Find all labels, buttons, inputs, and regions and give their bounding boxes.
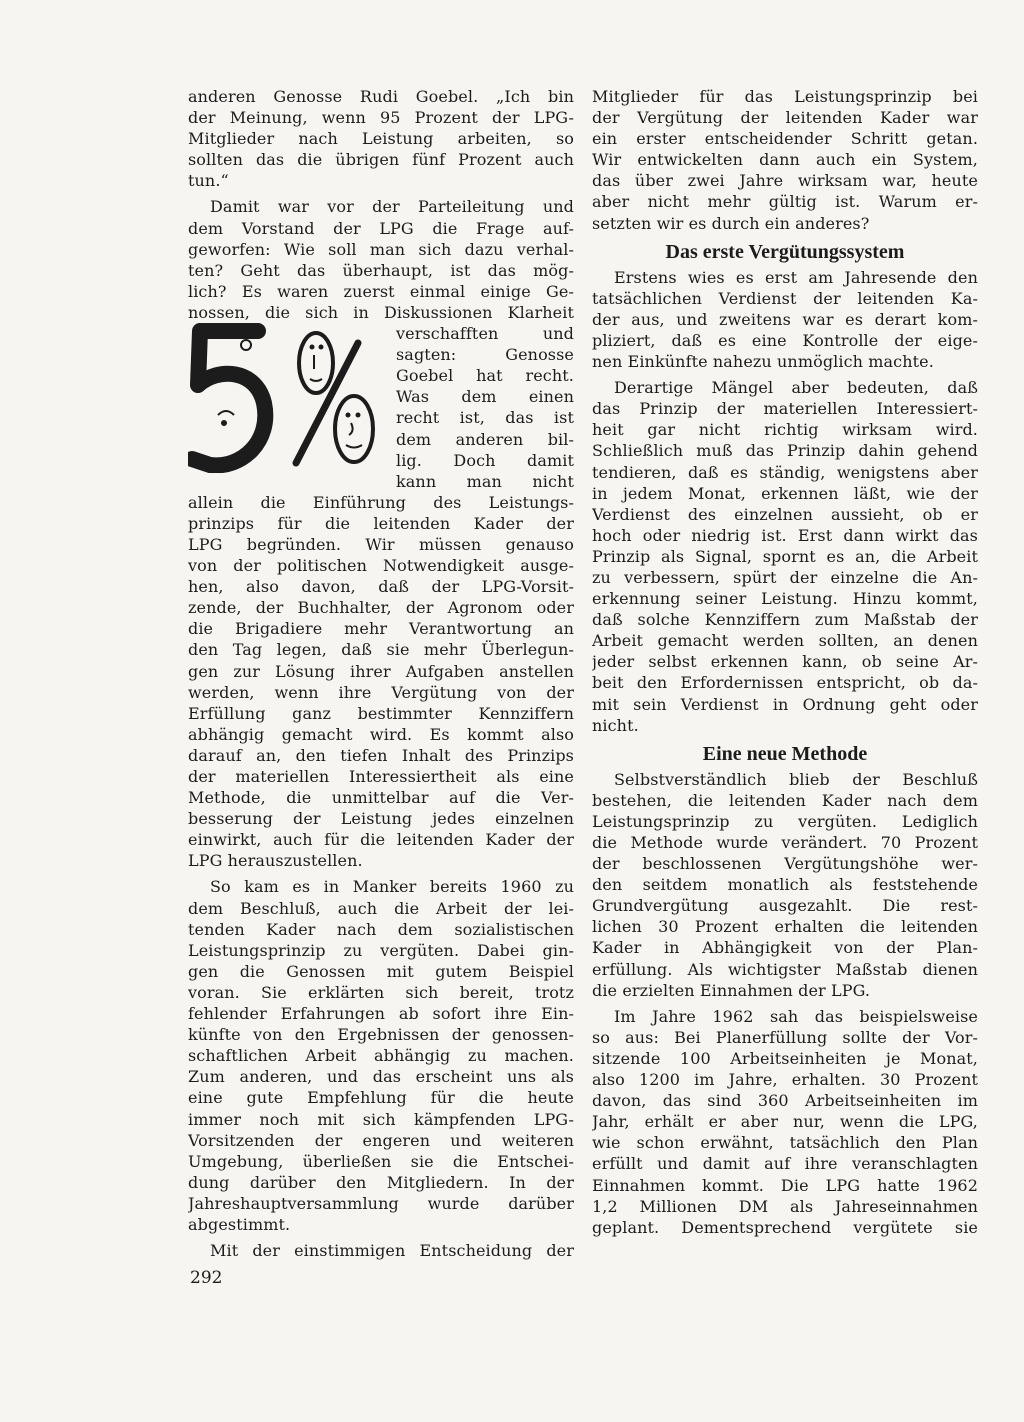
text-line: beit den Erfordernissen entspricht, ob da- bbox=[592, 673, 978, 693]
text-line: sagten: Genosse bbox=[396, 345, 574, 365]
text-line: Methode, die unmittelbar auf die Ver- bbox=[188, 788, 574, 808]
text-line: jeder selbst erkennen kann, ob seine Ar- bbox=[592, 652, 978, 672]
text-line: allein die Einführung des Leistungs- bbox=[188, 492, 574, 512]
paragraph bbox=[592, 769, 978, 1001]
text-line: tendieren, daß es ständig, wenigstens aber bbox=[592, 462, 978, 482]
text-line: pliziert, daß es eine Kontrolle der eige- bbox=[592, 330, 978, 350]
text-line: Vorsitzenden der engeren und weiteren bbox=[188, 1130, 574, 1150]
text-line: tenden Kader nach dem sozialistischen bbox=[188, 919, 574, 939]
text-line: nen Einkünfte nahezu unmöglich machte. bbox=[592, 352, 934, 372]
text-line: besserung der Leistung jedes einzelnen bbox=[188, 809, 574, 829]
text-line: Verdienst des einzelnen aussieht, ob er bbox=[592, 504, 978, 524]
text-line: nicht. bbox=[592, 715, 639, 735]
text-line: So kam es in Manker bereits 1960 zu bbox=[210, 877, 574, 897]
text-line: der Meinung, wenn 95 Prozent der LPG- bbox=[188, 108, 574, 128]
text-line: Selbstverständlich blieb der Beschluß bbox=[614, 769, 978, 789]
text-line: 1,2 Millionen DM als Jahreseinnahmen bbox=[592, 1196, 978, 1216]
text-line: erkennung seiner Leistung. Hinzu kommt, bbox=[592, 589, 978, 609]
text-line: tatsächlichen Verdienst der leitenden Ka- bbox=[592, 288, 978, 308]
paragraph bbox=[592, 267, 978, 372]
text-line: Arbeit gemacht werden sollten, an denen bbox=[592, 631, 978, 651]
text-line: wie schon erwähnt, tatsächlich den Plan bbox=[592, 1133, 978, 1153]
text-line: anderen Genosse Rudi Goebel. „Ich bin bbox=[188, 87, 574, 106]
text-line: also 1200 im Jahre, erhalten. 30 Prozent bbox=[592, 1070, 978, 1090]
paragraph bbox=[188, 876, 574, 1235]
text-line: werden, wenn ihre Vergütung von der bbox=[188, 682, 574, 702]
text-line: dem Vorstand der LPG die Frage auf- bbox=[188, 218, 574, 238]
text-line: setzten wir es durch ein anderes? bbox=[592, 213, 870, 233]
text-line: Umgebung, überließen sie die Entschei- bbox=[188, 1151, 574, 1171]
text-line: so aus: Bei Planerfüllung sollte der Vor- bbox=[592, 1027, 978, 1047]
text-line: Mit der einstimmigen Entscheidung der bbox=[210, 1241, 574, 1261]
text-line: Goebel hat recht. bbox=[396, 366, 574, 386]
text-line: heit gar nicht richtig wirksam wird. bbox=[592, 420, 978, 440]
text-line: Leistungsprinzip zu vergüten. Dabei gin- bbox=[188, 940, 574, 960]
text-line: davon, das sind 360 Arbeitseinheiten im bbox=[592, 1091, 978, 1111]
text-line: erfüllt und damit auf ihre veranschlagten bbox=[592, 1154, 978, 1174]
text-line: der aus, und zweitens war es derart kom- bbox=[592, 309, 978, 329]
text-line: einwirkt, auch für die leitenden Kader der bbox=[188, 830, 574, 850]
five-percent-caricature-icon bbox=[188, 323, 388, 473]
paragraph bbox=[188, 196, 574, 323]
text-line: lig. Doch damit bbox=[396, 450, 574, 470]
text-line: darauf an, den tiefen Inhalt des Prinzips bbox=[188, 745, 574, 765]
text-line: geplant. Dementsprechend vergütete sie bbox=[592, 1217, 978, 1237]
text-line: Jahr, erhält er aber nur, wenn die LPG, bbox=[592, 1112, 978, 1132]
text-line: geworfen: Wie soll man sich dazu verhal- bbox=[188, 239, 574, 259]
text-line: erfüllung. Als wichtigster Maßstab dienen bbox=[592, 959, 978, 979]
text-line: recht ist, das ist bbox=[396, 408, 574, 428]
text-line: verschafften und bbox=[396, 324, 574, 344]
text-line: fehlender Erfahrungen ab sofort ihre Ein- bbox=[188, 1004, 574, 1024]
text-line: lichen 30 Prozent erhalten die leitenden bbox=[592, 917, 978, 937]
text-line: den seitdem monatlich als feststehende bbox=[592, 875, 978, 895]
text-line: Mitglieder nach Leistung arbeiten, so bbox=[188, 129, 574, 149]
text-line: die Methode wurde verändert. 70 Prozent bbox=[592, 833, 978, 852]
paragraph bbox=[188, 86, 574, 191]
paragraph bbox=[592, 1006, 978, 1238]
text-line: das über zwei Jahre wirksam war, heute bbox=[592, 171, 978, 191]
text-line: gen zur Lösung ihrer Aufgaben anstellen bbox=[188, 661, 574, 681]
text-line: Im Jahre 1962 sah das beispielsweise bbox=[614, 1006, 978, 1026]
text-line: ten? Geht das überhaupt, ist das mög- bbox=[188, 260, 574, 280]
text-line: nossen, die sich in Diskussionen Klarheit bbox=[188, 302, 574, 322]
text-line: Grundvergütung ausgezahlt. Die rest- bbox=[592, 896, 978, 916]
text-line: ein erster entscheidender Schritt getan. bbox=[592, 129, 978, 149]
text-line: tun.“ bbox=[188, 171, 229, 191]
text-line: voran. Sie erklärten sich bereit, trotz bbox=[188, 982, 574, 1002]
text-line: in jedem Monat, erkennen läßt, wie der bbox=[592, 483, 978, 503]
section-heading: Das erste Vergütungssystem bbox=[665, 240, 905, 263]
text-line: von der politischen Notwendigkeit ausge- bbox=[188, 556, 574, 576]
text-line: aber nicht mehr gültig ist. Warum er- bbox=[592, 192, 978, 212]
text-line: bestehen, die leitenden Kader nach dem bbox=[592, 790, 978, 810]
text-line: der materiellen Interessiertheit als eine bbox=[188, 767, 574, 786]
text-line: prinzips für die leitenden Kader der bbox=[188, 513, 574, 533]
text-line: Kader in Abhängigkeit von der Plan- bbox=[592, 938, 978, 958]
text-line: den Tag legen, daß sie mehr Überlegun- bbox=[188, 640, 574, 660]
left-column bbox=[188, 86, 574, 1261]
text-line: lich? Es waren zuerst einmal einige Ge- bbox=[188, 281, 574, 301]
text-line: künfte von den Ergebnissen der genossen- bbox=[188, 1025, 574, 1045]
text-line: die Brigadiere mehr Verantwortung an bbox=[188, 619, 574, 639]
right-column bbox=[592, 86, 978, 1238]
text-line: die erzielten Einnahmen der LPG. bbox=[592, 980, 871, 1000]
text-line: Einnahmen kommt. Die LPG hatte 1962 bbox=[592, 1175, 978, 1195]
text-line: daß solche Kennziffern zum Maßstab der bbox=[592, 610, 978, 630]
text-line: zende, der Buchhalter, der Agronom oder bbox=[188, 598, 574, 618]
text-line: Leistungsprinzip zu vergüten. Lediglich bbox=[592, 811, 978, 831]
text-line: gen die Genossen mit gutem Beispiel bbox=[188, 961, 574, 981]
text-line: der Vergütung der leitenden Kader war bbox=[592, 108, 978, 128]
text-line: Mitglieder für das Leistungsprinzip bei bbox=[592, 87, 978, 106]
text-line: schaftlichen Arbeit abhängig zu machen. bbox=[188, 1046, 574, 1066]
text-line: zu verbessern, spürt der einzelne die An- bbox=[592, 567, 978, 587]
text-line: Zum anderen, und das erscheint uns als bbox=[188, 1067, 574, 1087]
text-line: dem anderen bil- bbox=[396, 429, 574, 449]
text-line: abgestimmt. bbox=[188, 1214, 291, 1234]
paragraph bbox=[592, 377, 978, 736]
paragraph bbox=[188, 492, 574, 872]
text-line: abhängig gemacht wird. Es kommt also bbox=[188, 724, 574, 744]
text-line: mit sein Verdienst in Ordnung geht oder bbox=[592, 694, 978, 714]
text-line: sollten das die übrigen fünf Prozent auch bbox=[188, 150, 574, 170]
text-line: LPG herauszustellen. bbox=[188, 851, 363, 871]
page-number: 292 bbox=[190, 1268, 223, 1288]
text-line: immer noch mit sich kämpfenden LPG- bbox=[188, 1109, 574, 1129]
text-line: kann man nicht bbox=[396, 471, 574, 491]
text-line: das Prinzip der materiellen Interessiert- bbox=[592, 399, 978, 419]
text-line: LPG begründen. Wir müssen genauso bbox=[188, 534, 574, 554]
section-heading: Eine neue Methode bbox=[702, 742, 868, 765]
text-line: hen, also davon, daß der LPG-Vorsit- bbox=[188, 577, 574, 597]
text-line: eine gute Empfehlung für die heute bbox=[188, 1088, 574, 1108]
text-line: Damit war vor der Parteileitung und bbox=[210, 197, 574, 217]
text-line: dem Beschluß, auch die Arbeit der lei- bbox=[188, 898, 574, 918]
text-line: Jahreshauptversammlung wurde darüber bbox=[188, 1193, 574, 1213]
figure-wrap bbox=[188, 323, 574, 492]
paragraph bbox=[592, 86, 978, 234]
text-line: sitzende 100 Arbeitseinheiten je Monat, bbox=[592, 1048, 978, 1068]
text-line: Was dem einen bbox=[396, 387, 574, 407]
text-line: der beschlossenen Vergütungshöhe wer- bbox=[592, 854, 978, 874]
text-line: Derartige Mängel aber bedeuten, daß bbox=[614, 378, 978, 398]
paragraph bbox=[188, 1240, 574, 1261]
text-line: Wir entwickelten dann auch ein System, bbox=[592, 150, 978, 170]
text-line: Erfüllung ganz bestimmter Kennziffern bbox=[188, 703, 574, 723]
text-line: dung darüber den Mitgliedern. In der bbox=[188, 1172, 574, 1192]
text-line: hoch oder niedrig ist. Erst dann wirkt das bbox=[592, 525, 978, 545]
text-line: Prinzip als Signal, spornt es an, die Arbeit bbox=[592, 546, 978, 566]
text-line: Schließlich muß das Prinzip dahin gehend bbox=[592, 441, 978, 461]
text-line: Erstens wies es erst am Jahresende den bbox=[614, 267, 978, 287]
